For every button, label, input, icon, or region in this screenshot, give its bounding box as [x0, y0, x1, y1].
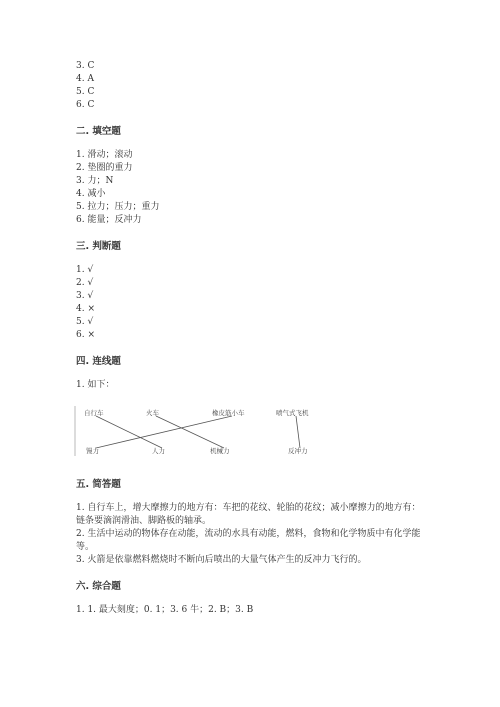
answer-line: 4. 减小: [76, 189, 106, 199]
section-heading-comprehensive: 六. 综合题: [76, 581, 121, 592]
answer-line: 6. ×: [76, 330, 95, 340]
answer-line: 6. C: [76, 100, 95, 110]
diagram-bottom-label: 人力: [152, 447, 165, 455]
diagram-top-label: 喷气式飞机: [276, 409, 309, 417]
answer-line: 1. 滑动；滚动: [76, 150, 133, 160]
answer-line: 6. 能量；反冲力: [76, 215, 142, 225]
answer-line: 1. √: [76, 265, 94, 275]
fill-blank-answers: [76, 149, 436, 227]
match-line-bicycle-to-human: [96, 416, 162, 448]
answer-line: 3. 力；N: [76, 176, 114, 186]
answer-line: 4. ×: [76, 304, 95, 314]
diagram-bottom-label: 反冲力: [288, 447, 308, 455]
answer-paragraph: 1. 自行车上，增大摩擦力的地方有：车把的花纹、轮胎的花纹；减小摩擦力的地方有：链条要滴润滑油、脚路板的轴承。: [76, 503, 421, 526]
answer-page: [76, 60, 436, 617]
diagram-top-label: 橡皮筋小车: [212, 409, 245, 417]
true-false-answers: [76, 264, 436, 342]
answer-line: 1. 1. 最大刻度；0. 1；3. 6 牛；2. B；3. B: [76, 605, 254, 615]
section-heading-short-answer: 五. 简答题: [76, 479, 121, 490]
answer-line: 2. √: [76, 278, 94, 288]
answer-line: 5. 拉力；压力；重力: [76, 202, 160, 212]
answer-line: 4. A: [76, 74, 94, 84]
section-heading-true-false: 三. 判断题: [76, 241, 121, 252]
match-line-rubberband-to-steam: [96, 416, 232, 448]
answer-paragraph: 2. 生活中运动的物体存在动能，流动的水具有动能，燃料，食物和化学物质中有化学能等。: [76, 529, 421, 552]
section-heading-matching: 四. 连线题: [76, 356, 121, 367]
diagram-top-label: 火车: [146, 409, 159, 417]
matching-diagram: [74, 406, 334, 456]
answer-line: 2. 垫圈的重力: [76, 163, 133, 173]
short-answer-answers: [76, 502, 436, 567]
answer-paragraph: 3. 火箭是依靠燃料燃烧时不断向后喷出的大量气体产生的反冲力飞行的。: [76, 555, 367, 565]
section-heading-fill-blank: 二. 填空题: [76, 126, 121, 137]
diagram-bottom-label: 机械力: [210, 447, 230, 455]
matching-intro: 1. 如下：: [76, 380, 115, 390]
choice-answers: [76, 60, 436, 112]
diagram-bottom-label: 馒力: [86, 447, 99, 455]
match-line-jet-to-recoil: [296, 416, 300, 448]
answer-line: 5. C: [76, 87, 95, 97]
answer-line: 3. C: [76, 61, 95, 71]
diagram-top-label: 自行车: [84, 409, 104, 417]
match-line-train-to-mechanical: [156, 416, 224, 448]
answer-line: 3. √: [76, 291, 94, 301]
answer-line: 5. √: [76, 317, 94, 327]
